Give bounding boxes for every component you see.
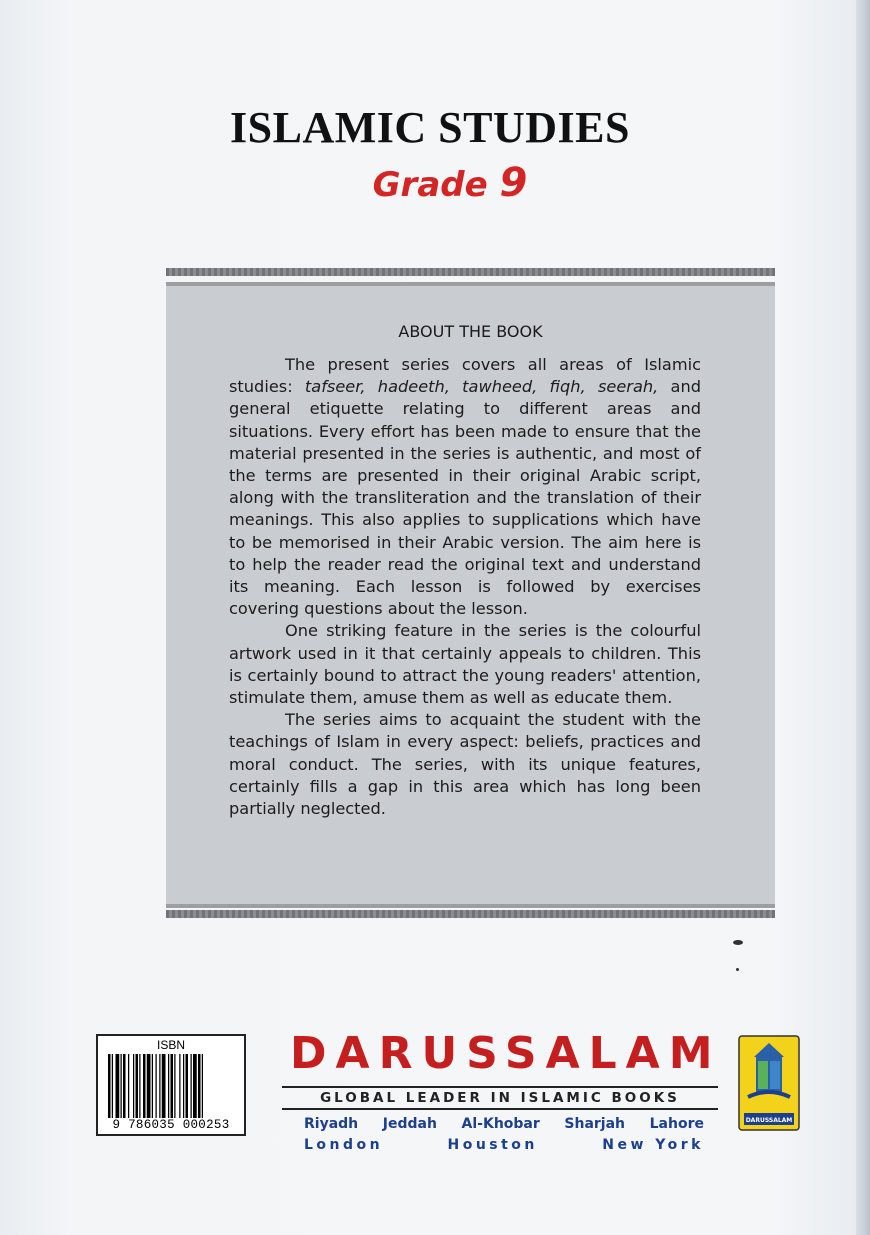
barcode-bar [183, 1054, 184, 1118]
barcode-bar [123, 1054, 126, 1118]
city: Riyadh [304, 1116, 359, 1132]
speck [733, 940, 743, 945]
cities-row-2 [304, 1137, 704, 1153]
barcode-bar [143, 1054, 146, 1118]
about-paragraph-2: One striking feature in the series is the colourful artwork used in it that certainly appeals to children. This is certainly bound to attract the young readers' attention, stimulate them, amuse them as well as educate them. [229, 621, 701, 708]
barcode-bar [162, 1054, 166, 1118]
about-heading: ABOUT THE BOOK [398, 322, 543, 341]
city: New York [602, 1137, 704, 1153]
paragraph-1-intro: The present series covers all areas of Islamic studies: [229, 355, 701, 397]
barcode-bar [152, 1054, 153, 1118]
grade-word: Grade [372, 165, 488, 205]
speck [736, 968, 739, 971]
about-paragraph-3: The series aims to acquaint the student with the teachings of Islam in every aspect: beliefs, practices and moral conduct. The series, with its unique features, certainly fills a gap in this area which has long been partially neglected. [229, 710, 701, 819]
barcode-bar [133, 1054, 134, 1118]
barcode-bar [202, 1054, 203, 1118]
isbn-label: ISBN [156, 1038, 185, 1052]
isbn-barcode-box [96, 1034, 246, 1136]
barcode-icon [108, 1054, 234, 1118]
barcode-bar [128, 1054, 129, 1118]
barcode-bar [108, 1054, 111, 1118]
grade-label [0, 160, 870, 206]
grade-number: 9 [499, 160, 528, 206]
barcode-bar [179, 1054, 180, 1118]
barcode-bar [168, 1054, 169, 1118]
top-rule [166, 268, 775, 276]
city: Jeddah [382, 1116, 437, 1132]
publisher-name: DARUSSALAM [290, 1028, 722, 1079]
bottom-rule-thin [166, 904, 775, 908]
paragraph-1-rest: and general etiquette relating to different areas and situations. Every effort has been made to ensure that the material presented in the series is authentic, and most of the terms are presented in their original Arabic script, along with the transliteration and the translation of their meanings. This also applies to supplications which have to be memorised in their Arabic version. The aim here is to help the reader read the original text and understand its meaning. Each lesson is followed by exercises covering questions about the lesson. [229, 377, 701, 619]
barcode-bar [174, 1054, 175, 1118]
barcode-bar [186, 1054, 189, 1118]
barcode-bar [159, 1054, 160, 1118]
logo-label: DARUSSALAM [745, 1117, 793, 1124]
barcode-bar [171, 1054, 174, 1118]
city: Sharjah [564, 1116, 626, 1132]
barcode-bar [191, 1054, 192, 1118]
book-title: ISLAMIC STUDIES [230, 103, 630, 152]
city: Lahore [649, 1116, 704, 1132]
barcode-bar [116, 1054, 120, 1118]
darussalam-logo-icon [738, 1035, 800, 1131]
barcode-bar [147, 1054, 151, 1118]
about-body [229, 354, 701, 820]
barcode-bar [112, 1054, 113, 1118]
cities-row-1 [304, 1116, 704, 1132]
publisher-tagline: GLOBAL LEADER IN ISLAMIC BOOKS [282, 1086, 718, 1110]
about-paragraph-1 [229, 354, 701, 620]
paragraph-1-terms: tafseer, hadeeth, tawheed, fiqh, seerah, [304, 377, 659, 397]
barcode-bar [136, 1054, 139, 1118]
isbn-digits: 9 786035 000253 [112, 1118, 230, 1132]
barcode-bar [139, 1054, 140, 1118]
city: Al-Khobar [461, 1116, 540, 1132]
bottom-rule [166, 910, 775, 918]
city: Houston [447, 1137, 538, 1153]
barcode-bar [121, 1054, 122, 1118]
barcode-bar [193, 1054, 197, 1118]
barcode-bar [156, 1054, 157, 1118]
barcode-bar [198, 1054, 201, 1118]
city: London [304, 1137, 384, 1153]
